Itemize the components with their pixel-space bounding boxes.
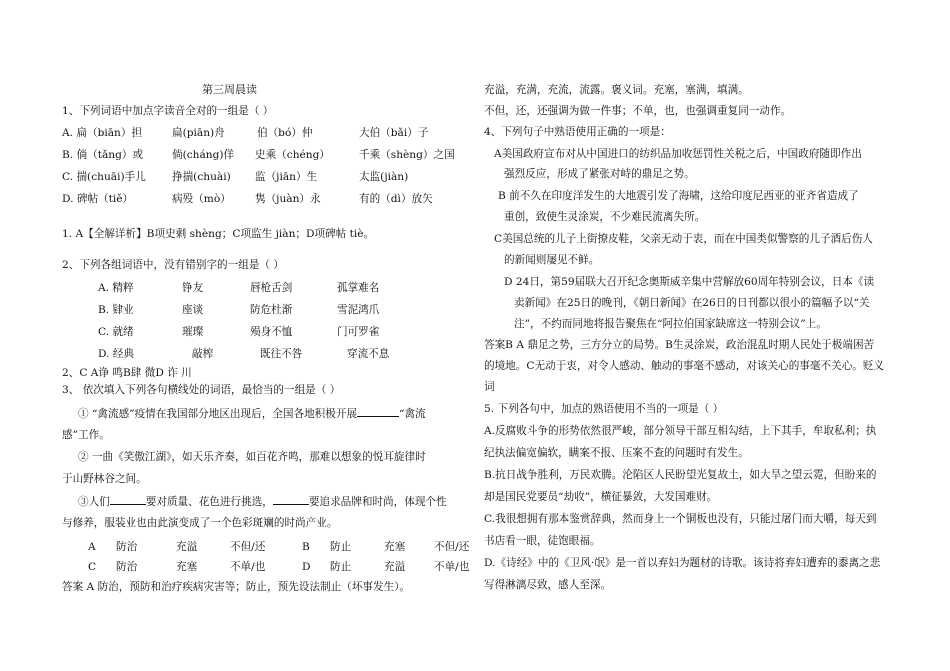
answer-3-note-1: 充溢，充满，充流，流露。褒义词。充塞，塞满，填满。 (484, 84, 749, 96)
q4-option-d-line-3: 注”，不约而同地将报告聚焦在“阿拉伯国家缺席这一特别会议”上。 (514, 318, 827, 330)
q3-option-c-3: 不单/也 (230, 561, 266, 573)
q2-row-a-1: A. 精粹 (98, 282, 134, 294)
q1-option-a-1: A. 扁（biān）担 (62, 127, 143, 139)
answer-3: 答案 A 防治，预防和治疗疾病灾害等；防止，预先设法制止（坏事发生）。 (62, 581, 411, 593)
q3-option-b-3: 不但/还 (434, 541, 470, 553)
q3-sentence-2: ② 一曲《笑傲江湖》，如天乐齐奏，如百花齐鸣，那难以想象的悦耳旋律时 (78, 451, 426, 463)
q1-option-d-1: D. 碑帖（tiě） (62, 193, 134, 205)
answer-2: 2、C A诤 鸣B肆 微D 诈 川 (62, 367, 192, 379)
q2-row-d-2: 敲榨 (192, 348, 214, 360)
q5-option-c-line-2: 书店看一眼，徒饱眼福。 (484, 535, 601, 547)
answer-3-note-2: 不但，还，还强调为做一件事；不单，也，也强调重复同一动作。 (484, 105, 792, 117)
q1-option-b-3: 史乘（chéng） (255, 149, 331, 161)
q2-row-a-2: 铮友 (182, 282, 204, 294)
answer-4-line-1: 答案B A 鼎足之势，三方分立的局势。B生灵涂炭，政治混乱时期人民处于极端困苦 (484, 339, 875, 351)
q4-option-a-line-1: A美国政府宣布对从中国进口的纺织品加收惩罚性关税之后，中国政府随即作出 (494, 148, 862, 160)
q2-row-a-4: 孤掌难名 (337, 282, 380, 294)
q3-option-c-1: 防治 (116, 561, 138, 573)
q1-option-c-1: C. 揣(chuāi)手儿 (62, 171, 146, 183)
q4-option-b-line-2: 重创，致使生灵涂炭，不少难民流离失所。 (504, 211, 706, 223)
answer-4-line-2: 的境地。C无动于衷，对令人感动、触动的事毫不感动，对该关心的事毫不关心。贬义 (484, 360, 885, 372)
q5-option-d-line-1: D.《诗经》中的《卫风·氓》是一首以弃妇为题材的诗歌。该诗将弃妇遭弃的黍离之悲 (484, 557, 881, 569)
q3-option-b-letter: B (302, 541, 310, 553)
q3-option-d-letter: D (302, 561, 311, 573)
q3-option-a-1: 防治 (116, 541, 138, 553)
q2-row-c-2: 璀璨 (182, 326, 204, 338)
q4-option-d-line-1: D 24日，第59届联大召开纪念奥斯威辛集中营解放60周年特别会议，日本《读 (504, 276, 875, 288)
q3-sentence-1-cont: 感”工作。 (62, 429, 110, 441)
q4-option-b-line-1: B 前不久在印度洋发生的大地震引发了海啸，这给印度尼西亚的亚齐省造成了 (498, 190, 859, 202)
q1-option-a-2: 扁(piān)舟 (172, 127, 225, 139)
q1-option-a-4: 大伯（bǎi）子 (359, 127, 429, 139)
q5-option-a-line-1: A.反腐败斗争的形势依然很严峻，部分领导干部互相勾结，上下其手，牟取私利；执 (484, 425, 877, 437)
q1-option-d-2: 病殁（mò） (172, 193, 231, 205)
q3-option-b-2: 充塞 (384, 541, 406, 553)
answer-4-line-3: 词 (484, 381, 495, 393)
q3-option-d-2: 充溢 (384, 561, 406, 573)
question-4-stem: 4、下列句子中熟语使用正确的一项是： (484, 126, 671, 138)
q3-blank-1 (357, 406, 399, 417)
q1-option-d-4: 有的（dì）放矢 (359, 193, 433, 205)
page-title: 第三周晨读 (202, 83, 257, 96)
q1-option-c-3: 监（jiān）生 (255, 171, 318, 183)
q1-option-b-1: B. 倘（tǎng）或 (62, 149, 144, 161)
q3-option-d-3: 不单/也 (434, 561, 470, 573)
q2-row-c-3: 殒身不恤 (250, 326, 293, 338)
question-3-stem: 3、 依次填入下列各句横线处的词语，最恰当的一组是（ ） (62, 384, 341, 396)
q1-option-b-2: 倘(cháng)佯 (172, 149, 235, 161)
q5-option-c-line-1: C.我很想拥有那本鉴赏辞典，然而身上一个铜板也没有，只能过屠门而大嚼，每天到 (484, 513, 877, 525)
question-1-stem: 1、下列词语中加点字读音全对的一组是（ ） (62, 105, 274, 117)
q3-blank-2 (110, 494, 146, 505)
q2-row-c-1: C. 就绪 (98, 326, 134, 338)
q3-sentence-1: ① “禽流感”疫情在我国部分地区出现后，全国各地积极开展 “禽流 (78, 408, 426, 420)
q3-option-c-2: 充塞 (176, 561, 198, 573)
question-2-stem: 2、下列各组词语中，没有错别字的一组是（ ） (62, 259, 284, 271)
answer-1: 1. A【全解详析】B项史剩 shèng；C项监生 jiàn；D项碑帖 tiè。 (62, 228, 375, 240)
q5-option-b-line-2: 却是国民党要员“劫收”，横征暴敛，大发国难财。 (484, 491, 718, 503)
q2-row-b-4: 雪泥鸿爪 (337, 304, 380, 316)
q3-option-c-letter: C (88, 561, 97, 573)
q2-row-d-3: 既往不咎 (260, 348, 303, 360)
q1-option-a-3: 伯（bó）仲 (257, 127, 313, 139)
q5-option-b-line-1: B.抗日战争胜利，万民欢腾。沦陷区人民盼望光复故土，如大旱之望云霓，但盼来的 (484, 469, 877, 481)
q2-row-b-3: 防危杜渐 (250, 304, 293, 316)
q2-row-b-2: 座谈 (182, 304, 204, 316)
question-5-stem: 5. 下列各句中，加点的熟语使用不当的一项是（ ） (484, 403, 724, 415)
q3-option-a-3: 不但/还 (230, 541, 266, 553)
q2-row-d-4: 穿流不息 (347, 348, 390, 360)
q3-sentence-3-cont: 与修养，服装业也由此演变成了一个色彩斑斓的时尚产业。 (62, 517, 338, 529)
q5-option-d-line-2: 写得淋漓尽致，感人至深。 (484, 579, 612, 591)
q3-sentence-2-cont: 于山野林谷之间。 (62, 473, 147, 485)
q1-option-c-2: 挣揣(chuài) (172, 171, 231, 183)
q4-option-c-line-2: 的新闻则屡见不鲜。 (504, 254, 600, 266)
q1-option-b-4: 千乘（shèng）之国 (359, 149, 455, 161)
q2-row-c-4: 门可罗雀 (337, 326, 380, 338)
q4-option-d-line-2: 卖新闻》在25日的晚刊，《朝日新闻》在26日的日刊都以很小的篇幅予以“关 (514, 297, 870, 309)
q5-option-a-line-2: 纪执法偏宽偏软，瞒案不报、压案不查的问题时有发生。 (484, 447, 749, 459)
q3-option-a-2: 充溢 (176, 541, 198, 553)
q1-option-c-4: 太监(jiàn) (359, 171, 409, 183)
q2-row-d-1: D. 经典 (98, 348, 135, 360)
q3-blank-3 (273, 494, 309, 505)
q2-row-a-3: 唇枪舌剑 (250, 282, 293, 294)
q4-option-a-line-2: 强烈反应，形成了紧张对峙的鼎足之势。 (504, 168, 695, 180)
q3-option-a-letter: A (88, 541, 96, 553)
q3-option-b-1: 防止 (330, 541, 352, 553)
q3-sentence-3: ③人们 要对质量、花色进行挑选， 要追求品牌和时尚，体现个性 (78, 496, 447, 508)
q1-option-d-3: 隽（juàn）永 (255, 193, 321, 205)
q4-option-c-line-1: C美国总统的儿子上街撩皮鞋，父亲无动于衷，而在中国类似警察的儿子酒后伤人 (494, 233, 873, 245)
q3-option-d-1: 防止 (330, 561, 352, 573)
q2-row-b-1: B. 肄业 (98, 304, 134, 316)
